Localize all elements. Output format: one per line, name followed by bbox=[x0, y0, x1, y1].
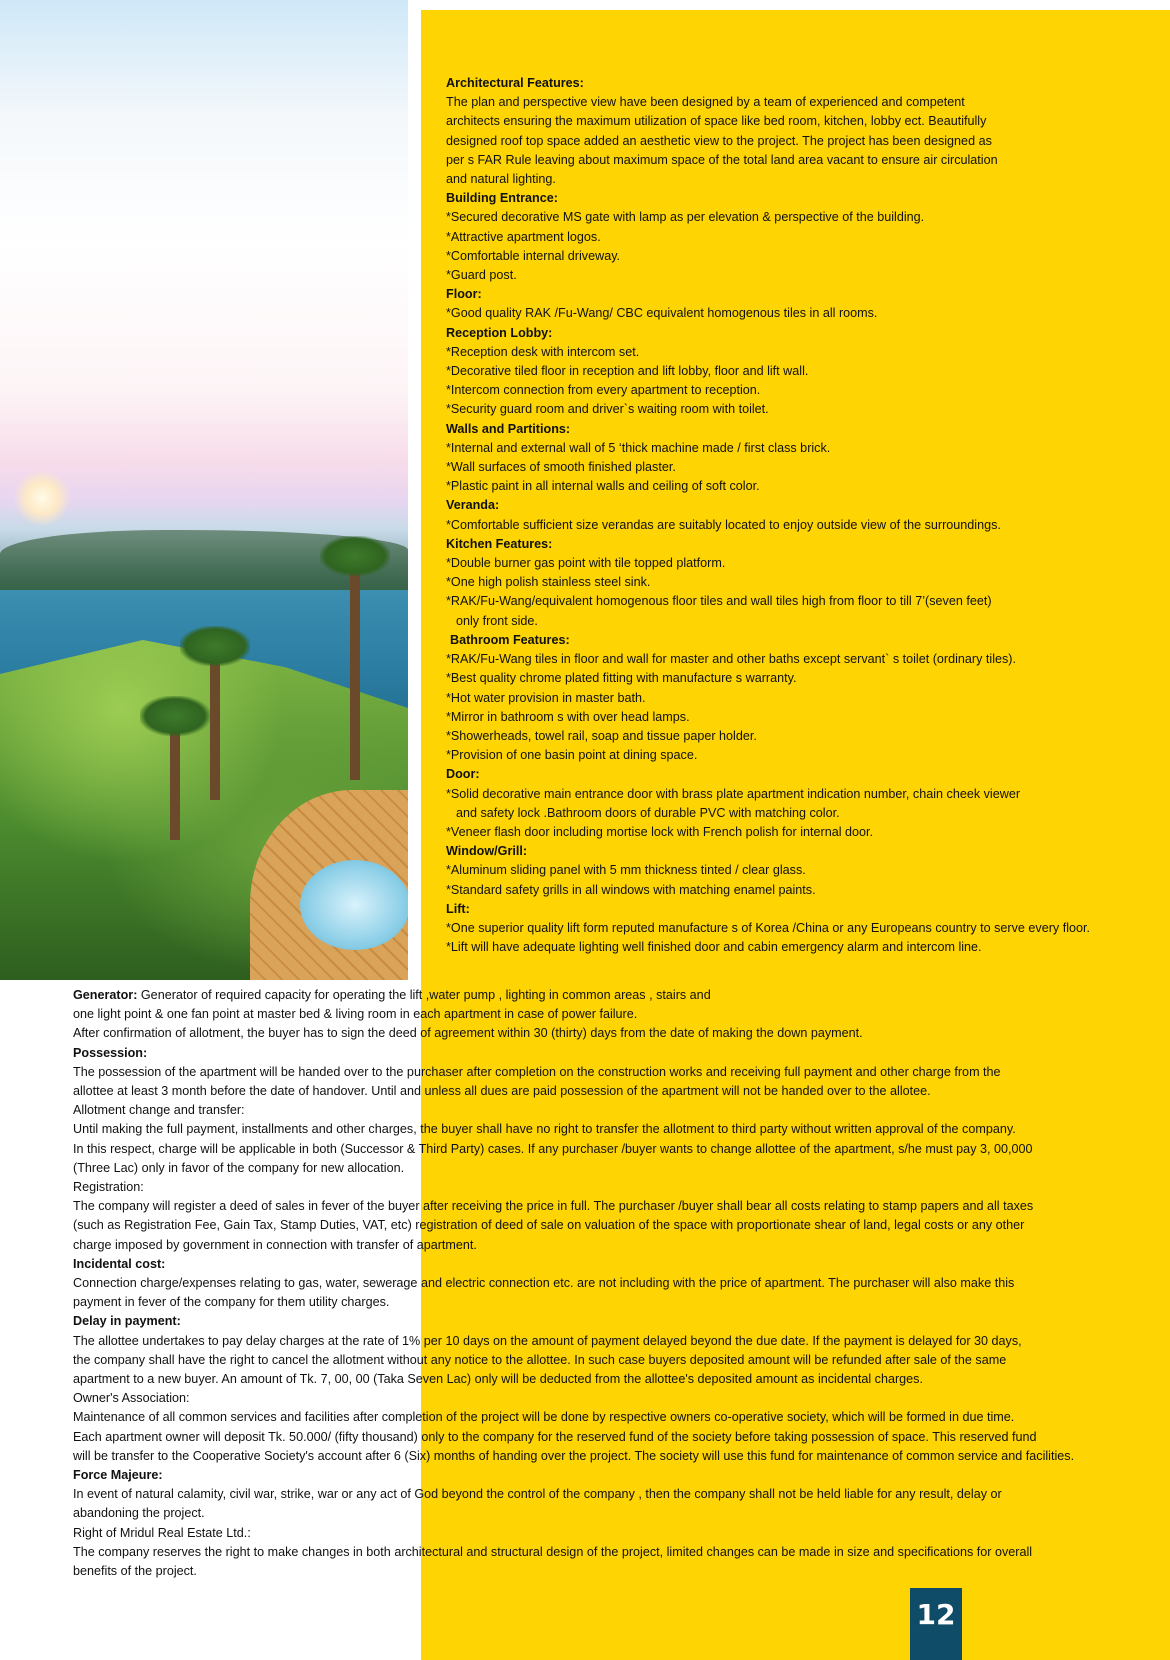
section-heading: Allotment change and transfer: bbox=[73, 1103, 245, 1118]
body-line: The plan and perspective view have been designed by a team of experienced and competent bbox=[446, 95, 965, 110]
bullet-continuation: and safety lock .Bathroom doors of durable PVC with matching color. bbox=[456, 805, 840, 820]
body-line: architects ensuring the maximum utilization of space like bed room, kitchen, lobby ect. Beautifully bbox=[446, 114, 987, 129]
bullet-line: *Aluminum sliding panel with 5 mm thickness tinted / clear glass. bbox=[446, 863, 806, 878]
generator-paragraph bbox=[73, 986, 1113, 1005]
bullet-line: *Lift will have adequate lighting well finished door and cabin emergency alarm and intercom line. bbox=[446, 940, 982, 955]
bullet-line: *Best quality chrome plated fitting with manufacture s warranty. bbox=[446, 671, 797, 686]
bullet-line: *One superior quality lift form reputed manufacture s of Korea /China or any Europeans country to serve every floor. bbox=[446, 920, 1091, 935]
body-line: abandoning the project. bbox=[73, 1506, 205, 1521]
section-heading: Incidental cost: bbox=[73, 1256, 166, 1271]
bullet-line: *One high polish stainless steel sink. bbox=[446, 575, 651, 590]
bullet-line: *RAK/Fu-Wang/equivalent homogenous floor tiles and wall tiles high from floor to till 7’(seven feet) bbox=[446, 594, 992, 609]
bullet-continuation: only front side. bbox=[456, 613, 538, 628]
section-heading: Walls and Partitions: bbox=[446, 421, 571, 436]
bullet-line: *Standard safety grills in all windows with matching enamel paints. bbox=[446, 882, 816, 897]
bullet-line: *Mirror in bathroom s with over head lamps. bbox=[446, 709, 690, 724]
bullet-line: *Solid decorative main entrance door with brass plate apartment indication number, chain cheek viewer bbox=[446, 786, 1021, 801]
fountain-pool bbox=[300, 860, 408, 950]
section-heading: Floor: bbox=[446, 287, 482, 302]
body-line: Connection charge/expenses relating to gas, water, sewerage and electric connection etc. are not including with the price of apartment. The purchaser will also make this bbox=[73, 1276, 1015, 1291]
body-line: the company shall have the right to cancel the allotment without any notice to the allottee. In such case buyers deposited amount will be refunded after sale of the same bbox=[73, 1352, 1007, 1367]
section-heading: Architectural Features: bbox=[446, 76, 584, 90]
section-heading: Registration: bbox=[73, 1180, 144, 1195]
section-heading: Possession: bbox=[73, 1045, 148, 1060]
bullet-line: *RAK/Fu-Wang tiles in floor and wall for master and other baths except servant` s toilet (ordinary tiles). bbox=[446, 652, 1016, 667]
palm-tree bbox=[170, 720, 180, 840]
body-line: and natural lighting. bbox=[446, 172, 556, 187]
section-heading: Right of Mridul Real Estate Ltd.: bbox=[73, 1525, 251, 1540]
section-heading: Veranda: bbox=[446, 498, 500, 513]
body-line: designed roof top space added an aesthetic view to the project. The project has been designed as bbox=[446, 133, 992, 148]
body-line: (Three Lac) only in favor of the company for new allocation. bbox=[73, 1160, 405, 1175]
body-line: The company reserves the right to make changes in both architectural and structural design of the project, limited changes can be made in size and specifications for overall bbox=[73, 1544, 1033, 1559]
palm-tree bbox=[210, 650, 220, 800]
bullet-line: *Guard post. bbox=[446, 268, 517, 283]
body-line: payment in fever of the company for them utility charges. bbox=[73, 1295, 390, 1310]
page-number: 12 bbox=[910, 1588, 962, 1660]
body-line: (such as Registration Fee, Gain Tax, Stamp Duties, VAT, etc) registration of deed of sale on valuation of the space with proportionate shear of land, legal costs or any other bbox=[73, 1218, 1025, 1233]
bullet-line: *Internal and external wall of 5 ‘thick machine made / first class brick. bbox=[446, 440, 831, 455]
features-column bbox=[446, 74, 1126, 957]
body-line: Each apartment owner will deposit Tk. 50.000/ (fifty thousand) only to the company for the reserved fund of the society before taking possession of space. This reserved fund bbox=[73, 1429, 1037, 1444]
bullet-line: *Attractive apartment logos. bbox=[446, 229, 601, 244]
body-line: Until making the full payment, installments and other charges, the buyer shall have no right to transfer the allotment to third party without written approval of the company. bbox=[73, 1122, 1016, 1137]
section-heading: Bathroom Features: bbox=[450, 632, 570, 647]
bullet-line: *Good quality RAK /Fu-Wang/ CBC equivalent homogenous tiles in all rooms. bbox=[446, 306, 878, 321]
body-line: will be transfer to the Cooperative Society's account after 6 (Six) months of handing over the project. The society will use this fund for maintenance of common service and facilities. bbox=[73, 1448, 1075, 1463]
body-line: apartment to a new buyer. An amount of Tk. 7, 00, 00 (Taka Seven Lac) only will be deducted from the allottee's deposited amount as incidental charges. bbox=[73, 1372, 923, 1387]
terms-section bbox=[73, 986, 1113, 1581]
body-line: In event of natural calamity, civil war, strike, war or any act of God beyond the control of the company , then the company shall not be held liable for any result, delay or bbox=[73, 1487, 1002, 1502]
body-line: The company will register a deed of sales in fever of the buyer after receiving the price in full. The purchaser /buyer shall bear all costs relating to stamp papers and all taxes bbox=[73, 1199, 1034, 1214]
body-line: Maintenance of all common services and facilities after completion of the project will be done by respective owners co-operative society, which will be formed in due time. bbox=[73, 1410, 1015, 1425]
bullet-line: *Provision of one basin point at dining space. bbox=[446, 748, 698, 763]
bullet-line: *Intercom connection from every apartment to reception. bbox=[446, 383, 761, 398]
landscape-illustration bbox=[0, 0, 408, 980]
section-heading: Building Entrance: bbox=[446, 191, 558, 206]
body-line: After confirmation of allotment, the buyer has to sign the deed of agreement within 30 (thirty) days from the date of making the down payment. bbox=[73, 1026, 863, 1041]
bullet-line: *Comfortable sufficient size verandas are suitably located to enjoy outside view of the surroundings. bbox=[446, 517, 1001, 532]
body-line: In this respect, charge will be applicable in both (Successor & Third Party) cases. If any purchaser /buyer wants to change allottee of the apartment, s/he must pay 3, 00,000 bbox=[73, 1141, 1033, 1156]
bullet-line: *Reception desk with intercom set. bbox=[446, 344, 640, 359]
section-heading: Generator: bbox=[73, 988, 138, 1002]
bullet-line: *Decorative tiled floor in reception and lift lobby, floor and lift wall. bbox=[446, 364, 809, 379]
palm-tree bbox=[350, 560, 360, 780]
bullet-line: *Double burner gas point with tile topped platform. bbox=[446, 556, 726, 571]
bullet-line: *Comfortable internal driveway. bbox=[446, 248, 621, 263]
section-heading: Lift: bbox=[446, 901, 470, 916]
bullet-line: *Veneer flash door including mortise lock with French polish for internal door. bbox=[446, 824, 874, 839]
section-heading: Owner's Association: bbox=[73, 1391, 190, 1406]
body-line: charge imposed by government in connection with transfer of apartment. bbox=[73, 1237, 477, 1252]
body-line: The allottee undertakes to pay delay charges at the rate of 1% per 10 days on the amount of payment delayed beyond the due date. If the payment is delayed for 30 days, bbox=[73, 1333, 1022, 1348]
bullet-line: *Wall surfaces of smooth finished plaster. bbox=[446, 460, 676, 475]
bullet-line: *Plastic paint in all internal walls and ceiling of soft color. bbox=[446, 479, 760, 494]
body-line: allottee at least 3 month before the date of handover. Until and unless all dues are paid possession of the apartment will not be handed over to the allotee. bbox=[73, 1084, 931, 1099]
body-line: per s FAR Rule leaving about maximum space of the total land area vacant to ensure air circulation bbox=[446, 152, 998, 167]
bullet-line: *Secured decorative MS gate with lamp as per elevation & perspective of the building. bbox=[446, 210, 925, 225]
section-heading: Reception Lobby: bbox=[446, 325, 553, 340]
bullet-line: *Security guard room and driver`s waiting room with toilet. bbox=[446, 402, 769, 417]
section-heading: Door: bbox=[446, 767, 480, 782]
section-heading: Window/Grill: bbox=[446, 844, 528, 859]
bullet-line: *Showerheads, towel rail, soap and tissue paper holder. bbox=[446, 728, 757, 743]
sun-glow bbox=[14, 470, 70, 526]
body-line: benefits of the project. bbox=[73, 1564, 197, 1579]
body-line: The possession of the apartment will be handed over to the purchaser after completion on the construction works and receiving full payment and other charge from the bbox=[73, 1064, 1001, 1079]
body-line: one light point & one fan point at master bed & living room in each apartment in case of power failure. bbox=[73, 1007, 638, 1022]
bullet-line: *Hot water provision in master bath. bbox=[446, 690, 646, 705]
body-text: Generator of required capacity for operating the lift ,water pump , lighting in common areas , stairs and bbox=[137, 988, 711, 1002]
section-heading: Kitchen Features: bbox=[446, 536, 553, 551]
section-heading: Delay in payment: bbox=[73, 1314, 181, 1329]
section-heading: Force Majeure: bbox=[73, 1468, 163, 1483]
